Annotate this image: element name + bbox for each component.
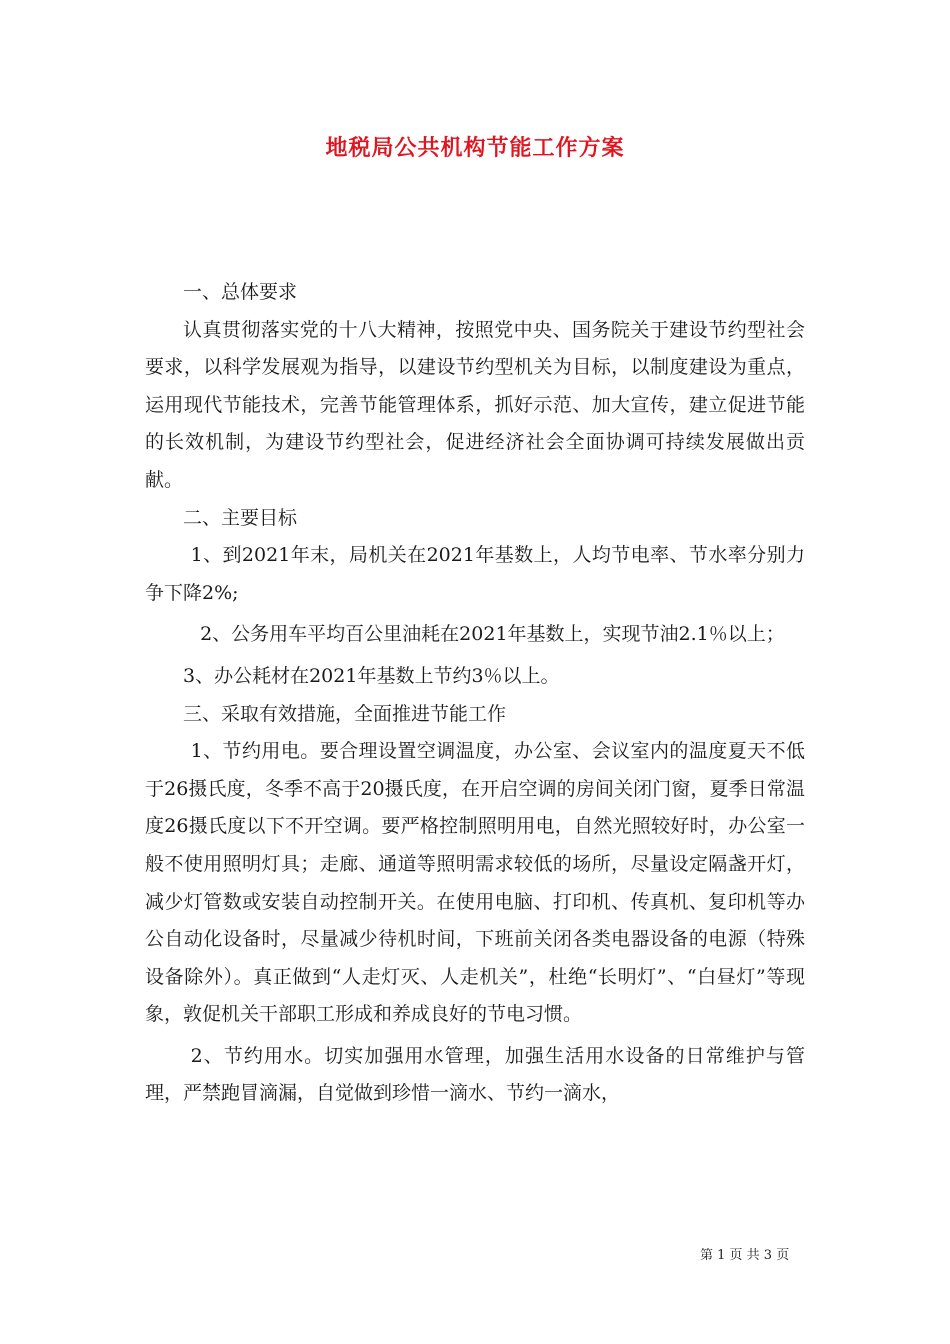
goal-item-1: 1、到2021年末，局机关在2021年基数上，人均节电率、节水率分别力争下降2%; (145, 544, 805, 604)
measure-item-2: 2、节约用水。切实加强用水管理，加强生活用水设备的日常维护与管理，严禁跑冒滴漏，自觉做到珍惜一滴水、节约一滴水， (145, 1044, 805, 1105)
document-body (145, 274, 805, 1113)
paragraph-general-requirements: 认真贯彻落实党的十八大精神，按照党中央、国务院关于建设节约型社会要求，以科学发展观为指导，以建设节约型机关为目标，以制度建设为重点，运用现代节能技术，完善节能管理体系，抓好示范、加大宣传，建立促进节能的长效机制，为建设节约型社会，促进经济社会全面协调可持续发展做出贡献。 (145, 318, 805, 491)
section-heading-1: 一、总体要求 (183, 281, 298, 303)
document-title: 地税局公共机构节能工作方案 (325, 135, 625, 161)
section-heading-3: 三、采取有效措施，全面推进节能工作 (183, 702, 507, 725)
measure-item-1: 1、节约用电。要合理设置空调温度，办公室、会议室内的温度夏天不低于26摄氏度，冬季不高于20摄氏度，在开启空调的房间关闭门窗，夏季日常温度26摄氏度以下不开空调。要严格控制照明用电，自然光照较好时，办公室一般不使用照明灯具；走廊、通道等照明需求较低的场所，尽量设定隔盏开灯，减少灯管数或安装自动控制开关。在使用电脑、打印机、传真机、复印机等办公自动化设备时，尽量减少待机时间，下班前关闭各类电器设备的电源（特殊设备除外）。真正做到“人走灯灭、人走机关”，杜绝“长明灯”、“白昼灯”等现象，敦促机关干部职工形成和养成良好的节电习惯。 (145, 740, 805, 1026)
section-heading-2: 二、主要目标 (183, 506, 298, 529)
goal-item-2: 2、公务用车平均百公里油耗在2021年基数上，实现节油2.1％以上； (200, 623, 785, 646)
goal-item-3: 3、办公耗材在2021年基数上节约3％以上。 (183, 664, 560, 687)
page-indicator: 第 1 页 共 3 页 (700, 1248, 790, 1263)
